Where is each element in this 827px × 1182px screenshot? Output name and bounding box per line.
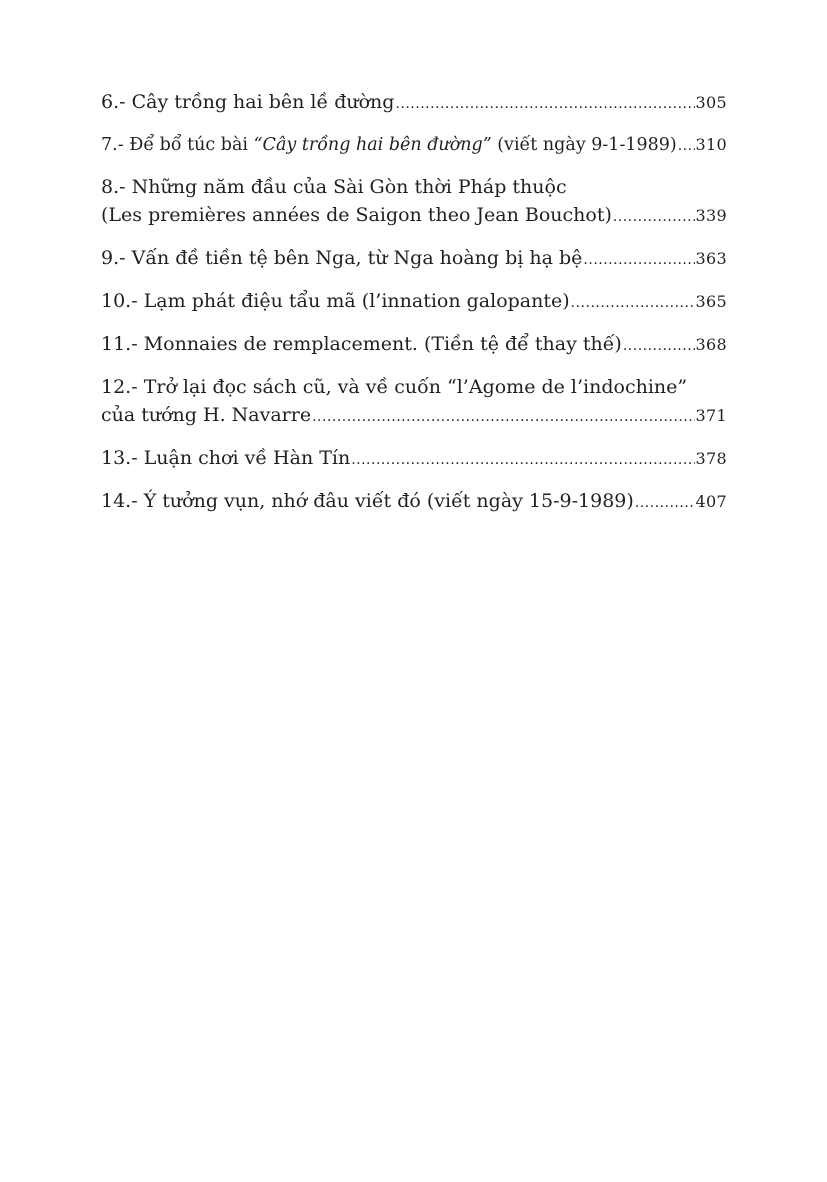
entry-title: Luận chơi về Hàn Tín <box>143 447 351 469</box>
entry-number: 7.- <box>101 135 124 155</box>
entry-number: 8.- <box>101 176 126 198</box>
entry-number: 12.- <box>101 376 138 398</box>
entry-title: Vấn đề tiền tệ bên Nga, từ Nga hoàng bị hạ bệ <box>131 247 583 269</box>
toc-entry-6[interactable] <box>101 88 727 118</box>
entry-page: 378 <box>695 449 727 468</box>
dot-leader <box>351 446 694 474</box>
entry-number: 11.- <box>101 333 138 355</box>
dot-leader <box>312 403 694 431</box>
toc-entry-13[interactable] <box>101 444 727 474</box>
toc-entry-9[interactable] <box>101 244 727 274</box>
entry-title: Trở lại đọc sách cũ, và về cuốn “l’Agome de l’indochine” <box>143 376 688 398</box>
entry-page: 339 <box>695 206 727 225</box>
entry-title: Để bổ túc bài <box>129 135 249 155</box>
dot-leader <box>583 246 694 274</box>
dot-leader <box>635 489 695 517</box>
entry-number: 9.- <box>101 247 126 269</box>
entry-number: 14.- <box>101 490 138 512</box>
entry-page: 407 <box>695 492 727 511</box>
entry-page: 305 <box>695 93 727 112</box>
entry-page: 371 <box>695 406 727 425</box>
toc-entry-10[interactable] <box>101 287 727 317</box>
toc-entry-11[interactable] <box>101 330 727 360</box>
entry-title-continued: (Les premières années de Saigon theo Jean Bouchot) <box>101 204 612 226</box>
entry-number: 13.- <box>101 447 138 469</box>
dot-leader <box>613 203 695 231</box>
entry-number: 10.- <box>101 290 138 312</box>
dot-leader <box>571 289 695 317</box>
entry-title: Ý tưởng vụn, nhớ đâu viết đó (viết ngày 15-9-1989) <box>143 490 634 512</box>
toc-entry-14[interactable] <box>101 487 727 517</box>
toc-entry-7[interactable] <box>101 131 727 160</box>
entry-title-continued: của tướng H. Navarre <box>101 404 312 426</box>
entry-title: Cây trồng hai bên lề đường <box>131 91 395 113</box>
entry-title: Những năm đầu của Sài Gòn thời Pháp thuộc <box>131 176 567 198</box>
entry-page: 368 <box>695 335 727 354</box>
entry-title: Lạm phát điệu tẩu mã (l’innation galopante) <box>143 290 570 312</box>
entry-page: 365 <box>695 292 727 311</box>
entry-title: Monnaies de remplacement. (Tiền tệ để thay thế) <box>143 333 622 355</box>
dot-leader <box>395 90 694 118</box>
toc-entry-8[interactable] <box>101 173 727 231</box>
entry-number: 6.- <box>101 91 126 113</box>
dot-leader <box>678 132 695 160</box>
entry-page: 363 <box>695 249 727 268</box>
dot-leader <box>623 332 695 360</box>
entry-title-date: (viết ngày 9-1-1989) <box>497 135 677 155</box>
entry-page: 310 <box>695 135 727 154</box>
entry-title-italic: “Cây trồng hai bên đường” <box>253 135 492 155</box>
table-of-contents <box>101 88 727 530</box>
toc-entry-12[interactable] <box>101 373 727 431</box>
